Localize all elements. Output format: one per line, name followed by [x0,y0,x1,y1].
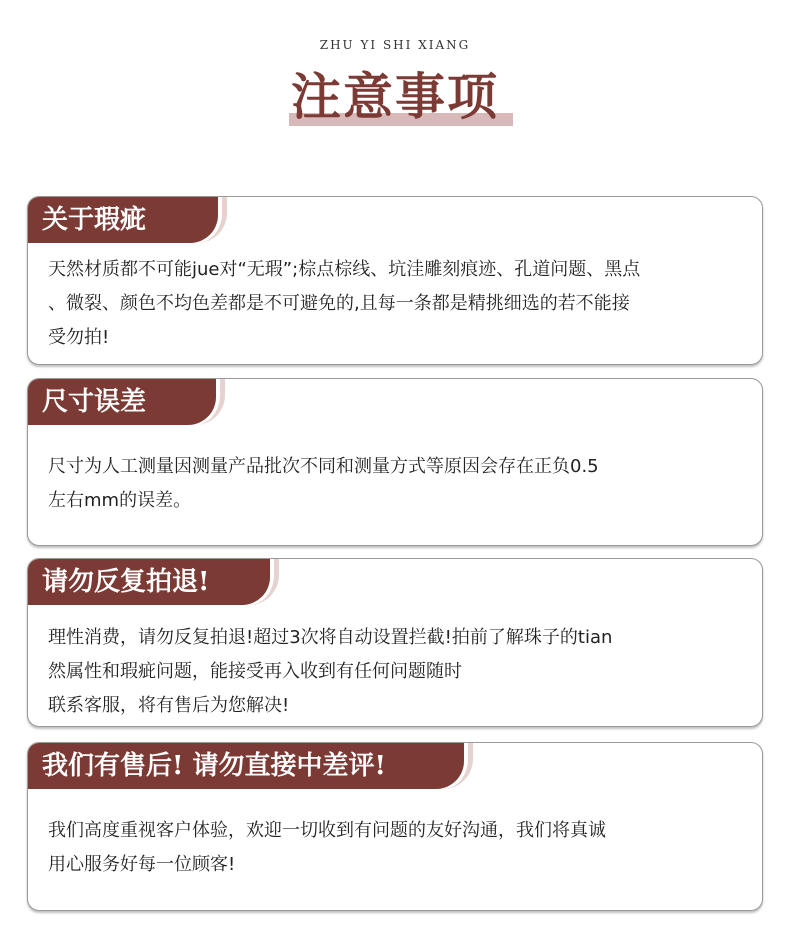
card-text-line: 我们高度重视客户体验，欢迎一切收到有问题的友好沟通，我们将真诚 [48,820,606,841]
card-title: 请勿反复拍退! [28,559,270,605]
card-text-line: 受勿拍! [48,327,110,348]
card-text-line: 左右mm的误差。 [48,490,192,511]
page-title-wrap [0,68,790,126]
card-body [48,814,748,882]
card-text-line: 联系客服，将有售后为您解决! [48,695,290,716]
page-header [0,0,790,140]
card-text-line: 然属性和瑕疵问题，能接受再入收到有任何问题随时 [48,661,462,682]
card-title: 关于瑕疵 [28,197,218,243]
notice-card-after-sales [27,742,763,911]
page-subtitle: ZHU YI SHI XIANG [319,38,471,52]
card-text-line: 尺寸为人工测量因测量产品批次不同和测量方式等原因会存在正负0.5 [48,456,599,477]
page-title: 注意事项 [291,67,499,126]
card-title: 我们有售后! 请勿直接中差评! [28,743,464,789]
card-text-line: 理性消费，请勿反复拍退!超过3次将自动设置拦截!拍前了解珠子的tian [48,627,613,648]
card-text-line: 、微裂、颜色不均色差都是不可避免的,且每一条都是精挑细选的若不能接 [48,293,630,314]
card-title: 尺寸误差 [28,379,216,425]
card-body [48,253,748,355]
notice-card-no-repeat-returns [27,558,763,727]
card-body [48,450,748,518]
card-body [48,621,748,723]
notice-card-size-error [27,378,763,546]
card-text-line: 用心服务好每一位顾客! [48,854,236,875]
notice-card-flaws [27,196,763,365]
card-text-line: 天然材质都不可能jue对“无瑕”;棕点棕线、坑洼雕刻痕迹、孔道问题、黑点 [48,259,641,280]
